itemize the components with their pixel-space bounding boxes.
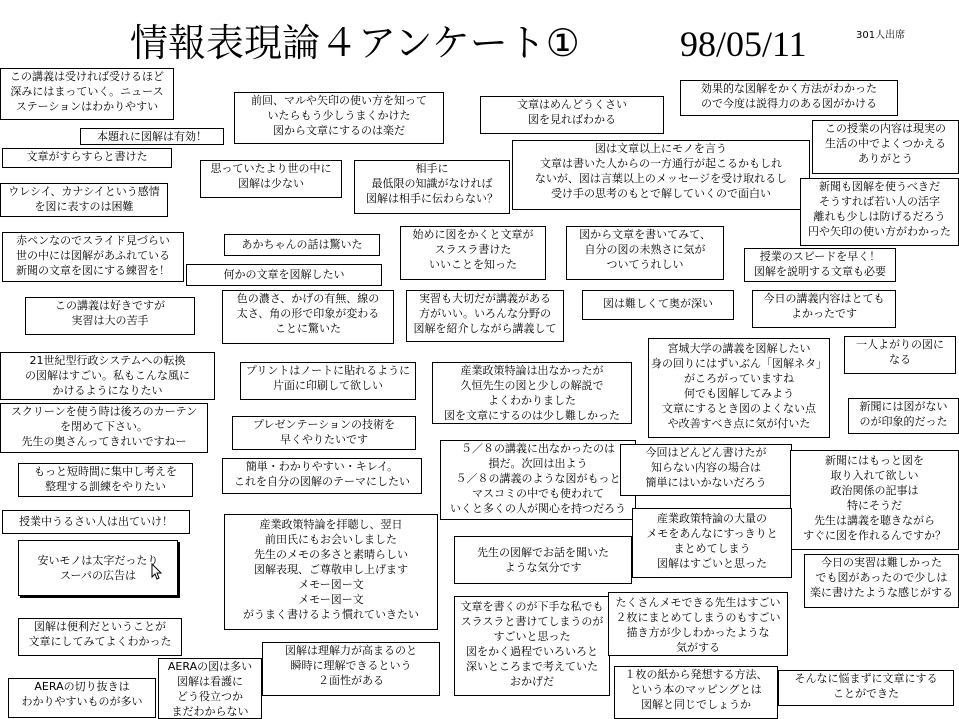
comment-box: 産業政策特論は出なかったが 久恒先生の図と少しの解説で よくわかりました 図を文章にするのは少し難しかった [432,362,632,424]
comment-box: 簡単・わかりやすい・キレイ。 これを自分の図解のテーマにしたい [222,458,422,494]
comment-box: AERAの図は多い 図解は看護に どう役立つか まだわからない [158,658,262,719]
comment-box: 前回、マルや矢印の使い方を知って いたらもう少しうまくかけた 図から文章にするのは楽だ [234,92,444,144]
comment-box: 今日の実習は難しかった でも図があったので少しは 楽に書けたような感じがする [804,554,959,608]
comment-box: 図解は便利だということが 文章にしてみてよくわかった [18,618,182,656]
comment-box: 宮城大学の講義を図解したい 身の回りにはずいぶん「図解ネタ」 がころがっていますね 何でも図解してみよう 文章にするとき図のよくない点 や改善すべき点に気が付いた [648,338,830,438]
comment-box: そんなに悩まずに文章にする ことができた [778,670,954,706]
comment-box: 先生の図解でお話を聞いた ような気分です [454,536,632,584]
comment-box: 図は難しくて奥が深い [582,290,734,320]
comment-box: あかちゃんの話は驚いた [224,234,380,256]
page-title: 情報表現論４アンケート① [130,21,580,65]
survey-date: 98/05/11 [680,24,807,64]
comment-box: 実習も大切だが講義がある 方がいい。いろんな分野の 図解を紹介しながら講義して [406,290,564,342]
comment-box: ウレシイ、カナシイという感情 を図に表すのは困難 [0,183,168,217]
comment-box: AERAの切り抜きは わかりやすいものが多い [8,678,156,718]
comment-box: もっと短時間に集中し考えを 整理する訓練をやりたい [18,463,193,497]
comment-box: 安いモノは太字だったり スーパの広告は [18,540,178,596]
comment-box: 新聞にはもっと図を 取り入れて欲しい 政治関係の記事は 特にそうだ 先生は講義を聴きながら すぐに図を作れるんですか？ [790,450,959,550]
comment-box: 授業のスピードを早く！ 図解を説明する文章も必要 [744,248,896,282]
comment-box: 図は文章以上にモノを言う 文章は書いた人からの一方通行が起こるかもしれ ないが、図は言葉以上のメッセージを受け取れるし 受け手の思考のもとで解していくので面白い [512,140,810,210]
comment-box: 一人よがりの図に なる [844,336,956,374]
comment-box: 新聞には図がない のが印象的だった [848,398,959,434]
comment-box: プレゼンテーションの技術を 早くやりたいです [232,416,416,450]
comment-box: 赤ペンなのでスライド見づらい 世の中には図解があふれている 新聞の文章を図にする練習を！ [2,232,184,282]
comment-box: 本題れに図解は有効！ [80,128,224,145]
comment-box: 新聞も図解を使うべきだ そうすれば若い人の活字 離れも少しは防げるだろう 円や矢印の使い方がわかった [800,178,959,246]
comment-box: 図から文章を書いてみて、 自分の図の未熟さに気が ついてうれしい [566,226,724,280]
comment-box: 今回はどんどん書けたが 知らない内容の場合は 簡単にはいかないだろう [620,444,792,496]
comment-box: たくさんメモできる先生はすごい ２枚にまとめてしまうのもすごい 描き方が少しわかったような 気がする [608,592,788,656]
comment-box: 効果的な図解をかく方法がわかった ので今度は説得力のある図がかける [680,80,898,116]
comment-box: 産業政策特論の大量の メモをあんなにすっきりと まとめてしまう 図解はすごいと思った [632,508,792,578]
comment-box: 始めに図をかくと文章が スラスラ書けた いいことを知った [400,226,546,280]
comment-box: プリントはノートに貼れるように 片面に印刷して欲しい [240,362,416,400]
mouse-cursor-icon [150,563,162,581]
attendance-count: 301人出席 [856,30,906,41]
comment-box: この授業の内容は現実の 生活の中でよくつかえる ありがとう [812,120,959,174]
comment-box: 思っていたより世の中に 図解は少ない [200,160,342,198]
comment-box: 文章がすらすらと書けた [2,148,172,168]
comment-box: 今日の講義内容はとても よかったです [752,290,896,328]
comment-box: この講義は好きですが 実習は大の苦手 [25,297,195,335]
comment-box: 授業中うるさい人は出ていけ！ [2,510,190,534]
comment-box: 図解は理解力が高まるのと 瞬時に理解できるという ２面性がある [262,642,440,696]
comment-box: 文章はめんどうくさい 図を見ればわかる [480,96,664,134]
comment-box: ５／８の講義に出なかったのは 損だ。次回は出よう ５／８の講義のような図がもっと マスコミの中でも使われて いくと多くの人が関心を持つだろう [440,440,636,520]
comment-box: 文章を書くのが下手な私でも スラスラと書けてしまうのが すごいと思った 図をかく過程でいろいろと 深いところまで考えていた おかげだ [454,596,610,696]
comment-box: １枚の紙から発想する方法、 という本のマッピングとは 図解と同じでしょうか [614,666,778,719]
comment-box: 相手に 最低限の知識がなければ 図解は相手に伝わらない？ [354,160,510,214]
comment-box: スクリーンを使う時は後ろのカーテン を閉めて下さい。 先生の奥さんってきれいですねー [0,403,208,453]
comment-box: 何かの文章を図解したい [186,264,382,286]
comment-box: 産業政策特論を拝聴し、翌日 前田氏にもお会いしました 先生のメモの多さと素晴らしい 図解表現、ご尊敬申し上げます メモー図ー文 メモー図ー文 がうまく書けるよう慣れていきたい [224,514,438,630]
comment-box: 21世紀型行政システムへの転換 の図解はすごい。私もこんな風に かけるようになりたい [0,352,215,400]
comment-box: 色の濃さ、かげの有無、線の 太さ、角の形で印象が変わる ことに驚いた [222,290,394,344]
comment-box: この講義は受ければ受けるほど 深みにはまっていく。ニュース ステーションはわかりやすい [0,68,174,120]
